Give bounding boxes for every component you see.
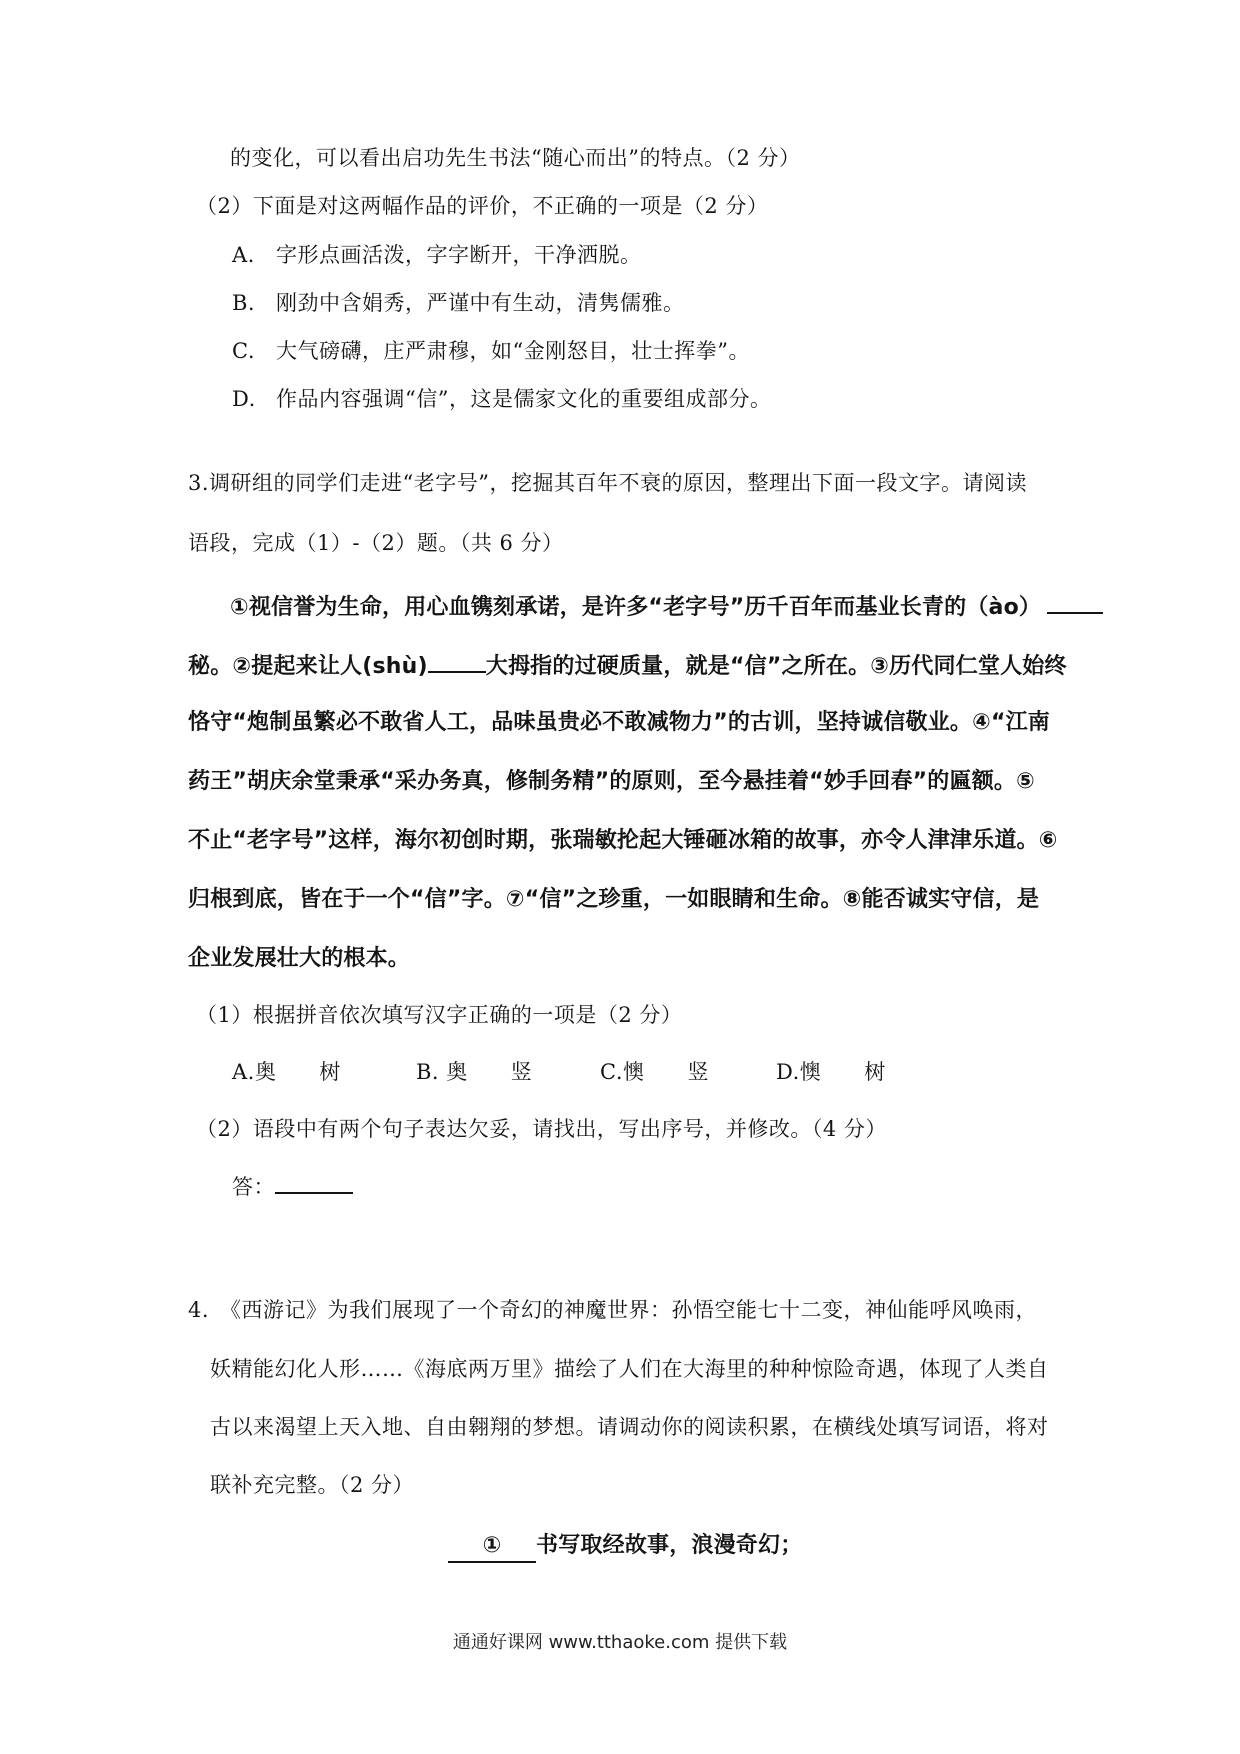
choice-d: D.懊 树 [776, 1060, 886, 1084]
option-b [232, 288, 685, 318]
passage-line1 [230, 590, 1103, 623]
q3-sub2-question: （2）语段中有两个句子表达欠妥，请找出，写出序号，并修改。（4 分） [196, 1117, 887, 1141]
choice-c: C.懊 竖 [600, 1060, 709, 1084]
q2-continuation: 的变化，可以看出启功先生书法“随心而出”的特点。（2 分） [230, 146, 801, 170]
pinyin-blank-shu[interactable] [428, 649, 486, 673]
couplet-line [448, 1531, 802, 1563]
option-d-letter: D. [232, 387, 256, 411]
option-d [232, 384, 771, 414]
option-a [232, 240, 642, 270]
q2-sub2-question: （2）下面是对这两幅作品的评价，不正确的一项是（2 分） [196, 194, 769, 218]
option-c [232, 336, 750, 366]
option-d-text: 作品内容强调“信”，这是儒家文化的重要组成部分。 [276, 387, 772, 411]
answer-label: 答： [232, 1175, 275, 1199]
q3-choices [232, 1057, 886, 1087]
passage-line7: 企业发展壮大的根本。 [188, 946, 411, 971]
option-a-text: 字形点画活泼，字字断开，干净洒脱。 [276, 243, 642, 267]
couplet-blank-1[interactable]: ① [448, 1531, 536, 1563]
passage-line3: 恪守“炮制虽繁必不敢省人工，品味虽贵必不敢减物力”的古训，坚持诚信敬业。④“江南 [188, 710, 1051, 735]
passage-line2-end: 大拇指的过硬质量，就是“信”之所在。③历代同仁堂人始终 [485, 654, 1067, 679]
q4-line2: 妖精能幻化人形……《海底两万里》描绘了人们在大海里的种种惊险奇遇，体现了人类自 [210, 1357, 1049, 1381]
q4-line4: 联补充完整。（2 分） [210, 1473, 415, 1497]
couplet-text: 书写取经故事，浪漫奇幻； [536, 1533, 803, 1558]
choice-a: A.奥 树 [232, 1060, 341, 1084]
option-c-letter: C. [232, 339, 255, 363]
option-b-letter: B. [232, 291, 256, 315]
q3-intro-line1: 3.调研组的同学们走进“老字号”，挖掘其百年不衰的原因，整理出下面一段文字。请阅读 [188, 471, 1028, 495]
passage-line4: 药王”胡庆余堂秉承“采办务真，修制务精”的原则，至今悬挂着“妙手回春”的匾额。⑤ [188, 769, 1035, 794]
q3-sub1-question: （1）根据拼音依次填写汉字正确的一项是（2 分） [196, 1003, 683, 1027]
passage-line2-start: 秘。②提起来让人(shù) [188, 654, 428, 679]
passage-line5: 不止“老字号”这样，海尔初创时期，张瑞敏抡起大锤砸冰箱的故事，亦令人津津乐道。⑥ [188, 828, 1058, 853]
q4-line1: 4. 《西游记》为我们展现了一个奇幻的神魔世界：孙悟空能七十二变，神仙能呼风唤雨， [188, 1298, 1038, 1322]
answer-row [232, 1170, 353, 1202]
option-a-letter: A. [232, 243, 255, 267]
answer-blank[interactable] [275, 1170, 353, 1194]
passage-line2 [188, 649, 1067, 682]
passage-line6: 归根到底，皆在于一个“信”字。⑦“信”之珍重，一如眼睛和生命。⑧能否诚实守信，是 [188, 887, 1040, 912]
footer-source: 通通好课网 www.tthaoke.com 提供下载 [452, 1632, 788, 1653]
option-c-text: 大气磅礴，庄严肃穆，如“金刚怒目，壮士挥拳”。 [276, 339, 750, 363]
choice-b: B. 奥 竖 [416, 1060, 533, 1084]
passage-line1-text: ①视信誉为生命，用心血镌刻承诺，是许多“老字号”历千百年而基业长青的（ào） [230, 595, 1042, 620]
option-b-text: 刚劲中含娟秀，严谨中有生动，清隽儒雅。 [276, 291, 685, 315]
q3-intro-line2: 语段，完成（1）-（2）题。（共 6 分） [188, 531, 564, 555]
q4-line3: 古以来渴望上天入地、自由翱翔的梦想。请调动你的阅读积累，在横线处填写词语，将对 [210, 1415, 1049, 1439]
pinyin-blank-ao[interactable] [1047, 590, 1103, 614]
